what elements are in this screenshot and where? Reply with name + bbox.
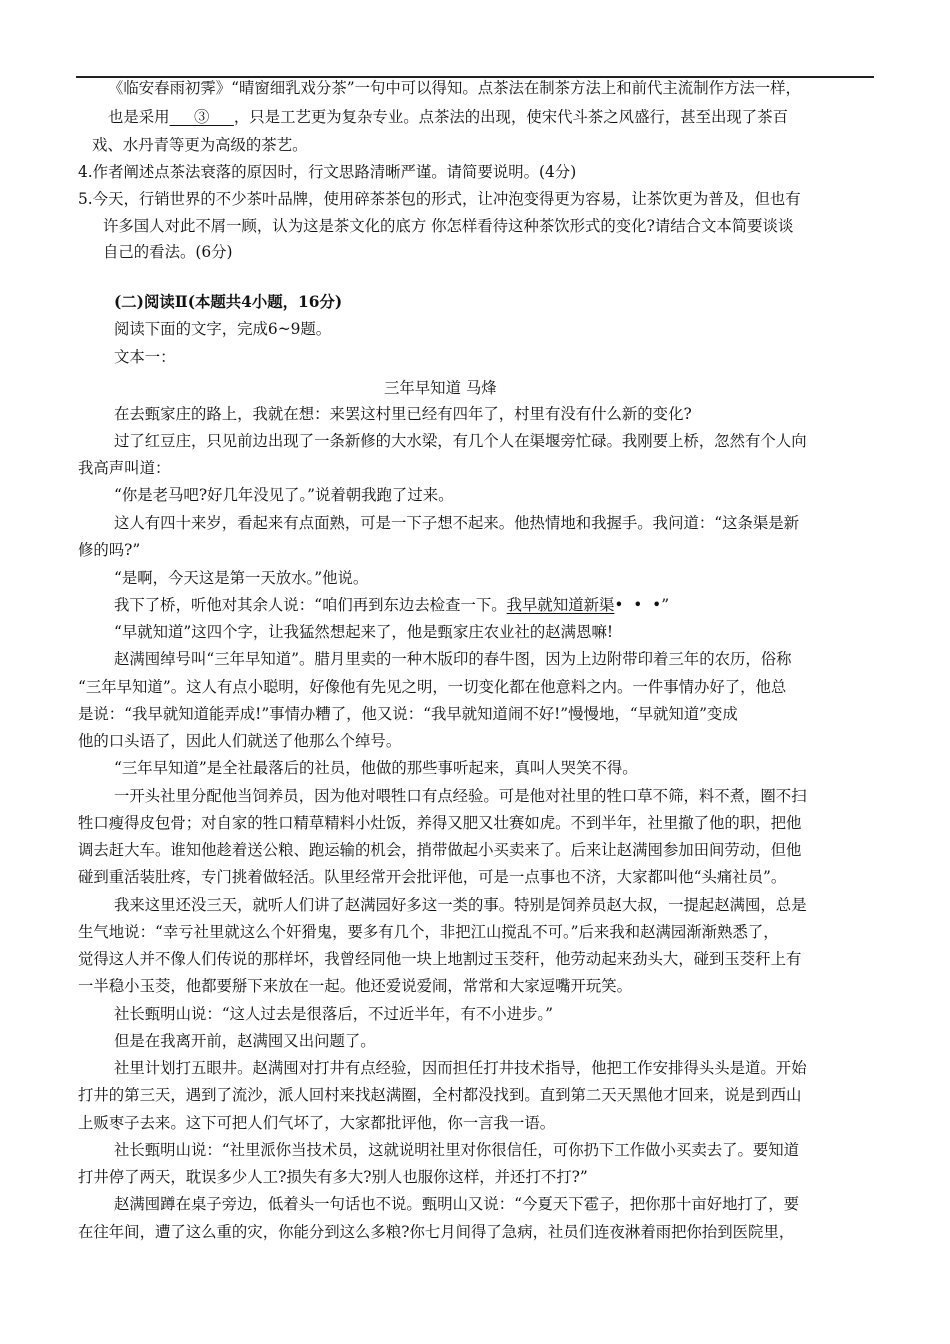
text-line: “早就知道”这四个字，让我猛然想起来了，他是甄家庄农业社的赵满恩嘛! [114,623,614,641]
text-line: “是啊，今天这是第一天放水。”他说。 [114,569,369,587]
text-line: 我来这里还没三天，就听人们讲了赵满园好多这一类的事。特别是饲养员赵大叔，一提起赵满囤，总是 [114,896,807,914]
text-line: 赵满囤蹲在桌子旁边，低着头一句话也不说。甄明山又说：“今夏天下雹子，把你那十亩好地打了，要 [114,1195,800,1213]
text-line: 文本一： [114,348,176,366]
text-line: 觉得这人并不像人们传说的那样坏，我曾经同他一块上地割过玉茭秆，他劳动起来劲头大，碰到玉茭秆上有 [78,950,802,968]
text-line: 是说：“我早就知道能弄成!”事情办糟了，他又说：“我早就知道闹不好!”慢慢地，“早就知道”变成 [78,705,738,723]
text-line: 社里计划打五眼井。赵满囤对打井有点经验，因而担任打井技术指导，他把工作安排得头头是道。开始 [114,1059,807,1077]
text-line: 三年早知道 马烽 [384,379,497,397]
text-line: 《临安春雨初霁》“晴窗细乳戏分茶”一句中可以得知。点茶法在制茶方法上和前代主流制作方法一样， [108,79,801,97]
text-line: 5.今天，行销世界的不少茶叶品牌，使用碎茶茶包的形式，让冲泡变得更为容易，让茶饮更为普及，但也有 [78,190,801,208]
text-line: “你是老马吧?好几年没见了。”说着朝我跑了过来。 [114,486,454,504]
text-segment: 我下了桥，听他对其余人说：“咱们再到东边去检查一下。 [114,596,507,614]
underlined-text: 我早就知道新渠 [506,596,615,614]
text-line: 社长甄明山说：“社里派你当技术员，这就说明社里对你很信任，可你扔下工作做小买卖去了。要知道 [114,1141,800,1159]
text-line: 上贩枣子去来。这下可把人们气坏了，大家都批评他，你一言我一语。 [78,1114,556,1132]
text-line: 碰到重活装肚疼，专门挑着做轻活。队里经常开会批评他，可是一点事也不济，大家都叫他“头痛社员”。 [78,868,787,886]
text-line: “三年早知道”是全社最落后的社员，他做的那些事听起来，真叫人哭笑不得。 [114,759,638,777]
text-line: 一半稳小玉茭，他都要掰下来放在一起。他还爱说爱闹，常常和大家逗嘴开玩笑。 [78,977,633,995]
text-line: (二)阅读Ⅱ(本题共4小题，16分) [114,293,343,311]
text-line: 在往年间，遭了这么重的灾，你能分到这么多粮?你七月间得了急病，社员们连夜淋着雨把你抬到医院里， [78,1223,795,1241]
text-line: 修的吗?” [78,541,141,559]
text-segment: 也是采用 [108,108,170,126]
text-line: 过了红豆庄，只见前边出现了一条新修的大水梁，有几个人在渠堰旁忙碌。我刚要上桥，忽然有个人向 [114,432,807,450]
text-line: 打井停了两天，耽误多少人工?损失有多大?别人也服你这样，并还打不打?” [78,1168,588,1186]
text-line: “三年早知道”。这人有点小聪明，好像他有先见之明，一切变化都在他意料之内。一件事情办好了，他总 [78,678,787,696]
text-line: 自己的看法。(6分) [103,243,233,261]
text-line: 他的口头语了，因此人们就送了他那么个绰号。 [78,732,402,750]
text-line: 在去甄家庄的路上，我就在想：来罢这村里已经有四年了，村里有没有什么新的变化? [114,405,692,423]
text-segment: • • •” [614,596,670,614]
text-line: 但是在我离开前，赵满囤又出问题了。 [114,1032,376,1050]
text-line: 4.作者阐述点茶法衰落的原因时，行文思路清晰严谨。请简要说明。(4分) [78,163,577,181]
text-line: 牲口瘦得皮包骨；对自家的牲口精草精料小灶饭，养得又肥又壮赛如虎。不到半年，社里撤了他的职，把他 [78,814,802,832]
text-line: 生气地说：“幸亏社里就这么个奸猾鬼，要多有几个，非把江山搅乱不可。”后来我和赵满园渐渐熟悉了， [78,923,779,941]
text-line: 一开头社里分配他当饲养员，因为他对喂牲口有点经验。可是他对社里的牲口草不筛，料不煮，圈不扫 [114,787,807,805]
text-line: 社长甄明山说：“这人过去是很落后，不过近半年，有不小进步。” [114,1005,553,1023]
text-line: 这人有四十来岁，看起来有点面熟，可是一下子想不起来。他热情地和我握手。我问道：“这条渠是新 [114,514,800,532]
text-line: 我高声叫道： [78,459,171,477]
text-line: 打井的第三天，遇到了流沙，派人回村来找赵满圈，全村都没找到。直到第二天天黑他才回来，说是到西山 [78,1086,802,1104]
text-segment: ，只是工艺更为复杂专业。点茶法的出现，使宋代斗茶之风盛行，甚至出现了茶百 [233,108,788,126]
underlined-text: ③ [169,108,234,126]
text-line: 阅读下面的文字，完成6~9题。 [114,320,332,338]
text-line: 戏、水丹青等更为高级的茶艺。 [92,136,308,154]
text-line: 赵满囤绰号叫“三年早知道”。腊月里卖的一种木版印的春牛图，因为上边附带印着三年的农历，俗称 [114,650,792,668]
text-line: 调去赶大车。谁知他趁着送公粮、跑运输的机会，捎带做起小买卖来了。后来让赵满囤参加田间劳动，但他 [78,841,802,859]
text-line [114,595,669,615]
text-line [108,107,788,127]
text-line: 许多国人对此不屑一顾，认为这是茶文化的底方 你怎样看待这种茶饮形式的变化?请结合文本简要谈谈 [103,217,794,235]
